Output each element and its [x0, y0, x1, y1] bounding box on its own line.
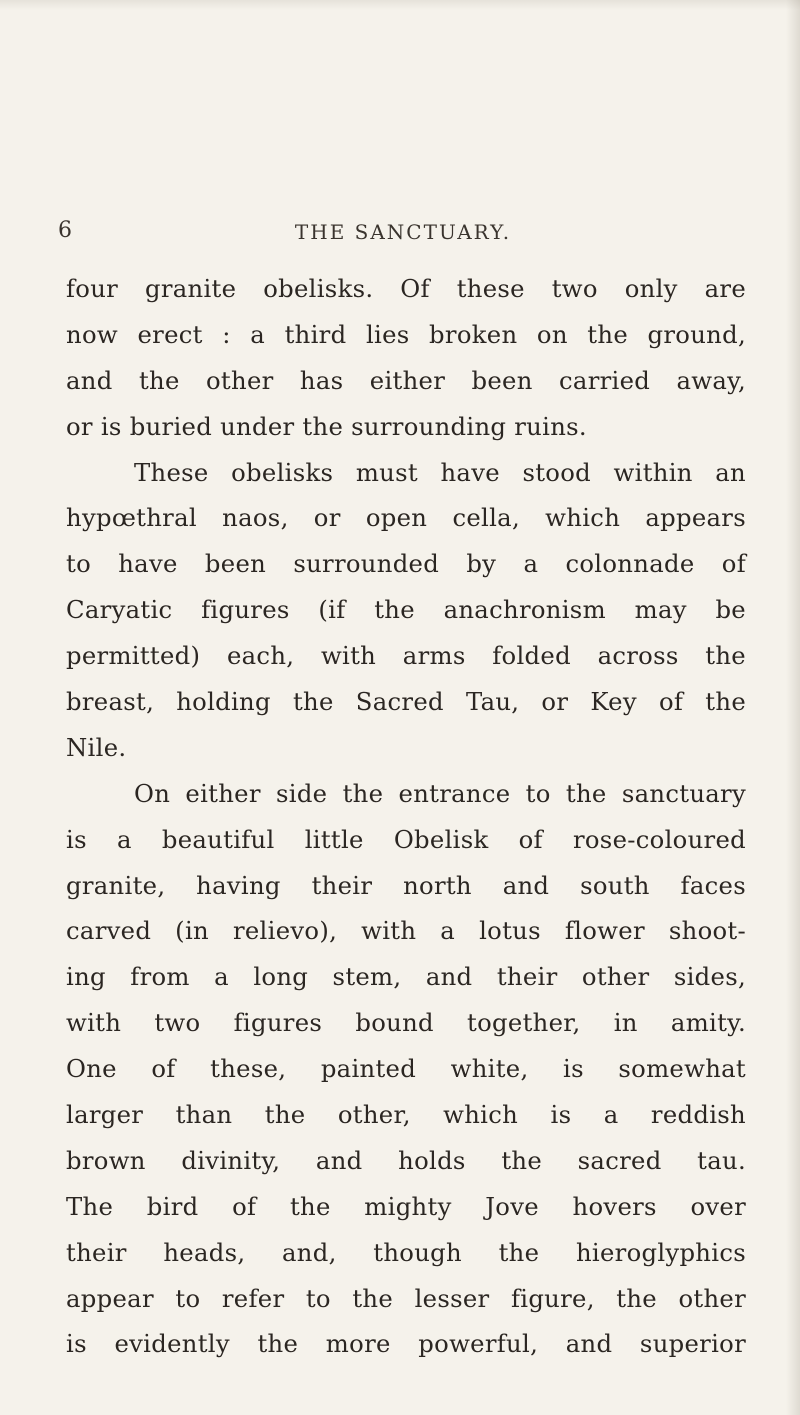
text-line: permitted) each, with arms folded across the — [66, 641, 746, 671]
text-line: to have been surrounded by a colonnade of — [66, 549, 746, 579]
text-line: brown divinity, and holds the sacred tau. — [66, 1145, 746, 1175]
text-line: On either side the entrance to the sanctuary — [134, 778, 746, 808]
text-line: is a beautiful little Obelisk of rose-coloured — [66, 824, 746, 854]
text-line: Caryatic figures (if the anachronism may be — [66, 595, 746, 625]
text-line: ing from a long stem, and their other sides, — [66, 962, 746, 992]
page-number: 6 — [58, 218, 72, 243]
text-line: their heads, and, though the hieroglyphics — [66, 1237, 746, 1267]
text-line: or is buried under the surrounding ruins. — [66, 411, 587, 441]
text-line: now erect : a third lies broken on the ground, — [66, 319, 746, 349]
body-text — [66, 266, 746, 1367]
text-line: and the other has either been carried away, — [66, 365, 746, 395]
page-header — [58, 218, 748, 250]
text-line: appear to refer to the lesser figure, the other — [66, 1283, 746, 1313]
text-line: is evidently the more powerful, and superior — [66, 1329, 746, 1359]
text-line: One of these, painted white, is somewhat — [66, 1054, 746, 1084]
text-line: with two figures bound together, in amity. — [66, 1008, 746, 1038]
running-head: THE SANCTUARY. — [294, 220, 512, 244]
text-line: granite, having their north and south faces — [66, 870, 746, 900]
text-line: These obelisks must have stood within an — [134, 457, 746, 487]
page-edge-shadow-top — [0, 0, 800, 10]
text-line: Nile. — [66, 732, 127, 762]
text-line: larger than the other, which is a reddish — [66, 1100, 746, 1130]
text-line: hypœthral naos, or open cella, which appears — [66, 503, 746, 533]
text-line: carved (in relievo), with a lotus flower shoot- — [66, 916, 746, 946]
page-edge-shadow-right — [786, 0, 800, 1415]
text-line: The bird of the mighty Jove hovers over — [66, 1191, 746, 1221]
text-line: four granite obelisks. Of these two only are — [66, 274, 746, 303]
text-line: breast, holding the Sacred Tau, or Key of the — [66, 687, 746, 717]
